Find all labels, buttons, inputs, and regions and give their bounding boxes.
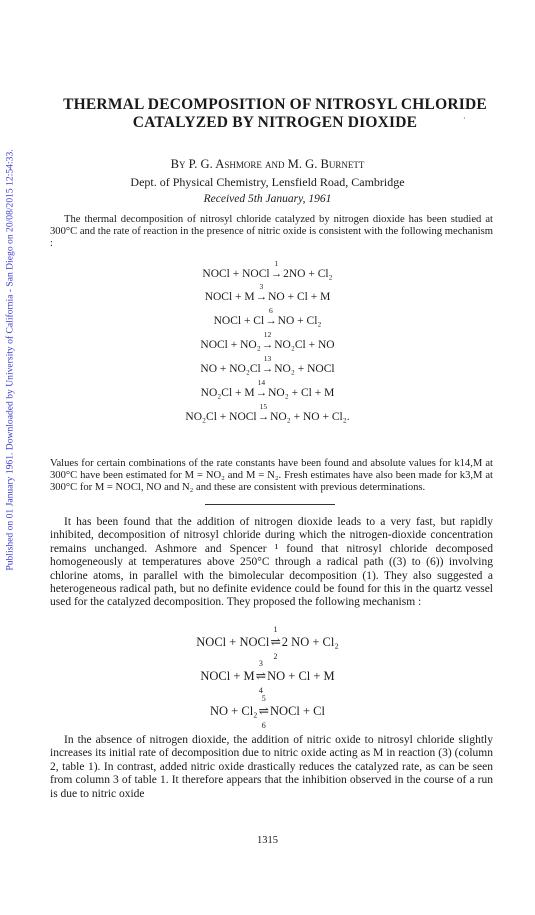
reactants: NOCl + Cl bbox=[213, 315, 265, 327]
mechanism-step bbox=[0, 259, 535, 280]
abstract-intro: The thermal decomposition of nitrosyl chloride catalyzed by nitrogen dioxide has been studied at 300°C and the rate of reaction in the presence of nitric oxide is consistent with the following mechanism : bbox=[50, 214, 493, 250]
products: NO₂ + Cl + M bbox=[268, 387, 335, 399]
affiliation: Dept. of Physical Chemistry, Lensfield Road, Cambridge bbox=[130, 175, 405, 189]
reverse-rate-index: 6 bbox=[261, 721, 266, 730]
forward-rate-index: 5 bbox=[261, 694, 266, 703]
reaction-arrow: → 15 bbox=[257, 402, 270, 423]
page-number: 1315 bbox=[257, 835, 278, 846]
reverse-rate-index: 4 bbox=[258, 686, 263, 695]
products: NO₂Cl + NO bbox=[274, 339, 335, 351]
reactants: NOCl + M bbox=[200, 669, 255, 683]
rate-constant-index: 1 bbox=[274, 259, 279, 268]
rate-constant-index: 15 bbox=[259, 402, 268, 411]
rate-constant-index: 3 bbox=[259, 282, 264, 291]
products: 2 NO + Cl₂ bbox=[281, 635, 339, 649]
products: NO + Cl + M bbox=[267, 669, 335, 683]
equilibrium-step bbox=[0, 694, 535, 730]
reaction-arrow: → 6 bbox=[265, 306, 277, 327]
authors-by: By bbox=[170, 157, 186, 171]
products: NO₂ + NOCl bbox=[274, 363, 335, 375]
rate-constant-index: 6 bbox=[269, 306, 273, 315]
reactants: NO₂Cl + NOCl bbox=[185, 411, 257, 423]
equilibrium-step bbox=[0, 659, 535, 695]
title-line-1: THERMAL DECOMPOSITION OF NITROSYL CHLORIDE bbox=[63, 96, 487, 113]
body-paragraph-2: In the absence of nitrogen dioxide, the addition of nitric oxide to nitrosyl chloride slightly increases its initial rate of decomposition due to nitric oxide acting as M in reaction (3) (column 2, table 1). In contrast, added nitric oxide drastically reduces the catalyzed rate, as can be seen from column 3 of table 1. It therefore appears that the inhibition observed in the course of a run is due to nitric oxide bbox=[50, 734, 493, 800]
author-line bbox=[0, 157, 535, 172]
rate-constant-index: 14 bbox=[257, 378, 266, 387]
forward-rate-index: 3 bbox=[258, 659, 263, 668]
reaction-arrow: → 13 bbox=[261, 354, 274, 375]
reactants: NOCl + NOCl bbox=[202, 268, 270, 280]
reactants: NO₂Cl + M bbox=[200, 387, 255, 399]
reverse-rate-index: 2 bbox=[273, 652, 278, 661]
mechanism-step bbox=[0, 330, 535, 351]
paper-title bbox=[45, 96, 505, 132]
reactants: NO + NO₂Cl bbox=[200, 363, 261, 375]
equilibrium-step bbox=[0, 625, 535, 661]
reaction-arrow: → 12 bbox=[261, 330, 274, 351]
equilibrium-arrow: ⇌ 1 2 bbox=[270, 625, 281, 661]
stray-mark: · bbox=[463, 114, 466, 123]
products: NO + Cl + M bbox=[268, 291, 331, 303]
reaction-arrow: → 14 bbox=[255, 378, 268, 399]
reaction-arrow: → 3 bbox=[255, 282, 268, 303]
mechanism-step bbox=[0, 282, 535, 303]
abstract-closing: Values for certain combinations of the rate constants have been found and absolute values for k14,M at 300°C have been estimated for M = NO₂ and M = N₂. Fresh estimates have also been made for k3,M at 300°C for M = NOCl, NO and N₂ and these are consistent with previous determinations. bbox=[50, 458, 493, 494]
reactants: NOCl + NO₂ bbox=[200, 339, 261, 351]
mechanism-step bbox=[0, 306, 535, 327]
products: NO₂ + NO + Cl₂. bbox=[270, 411, 350, 423]
forward-rate-index: 1 bbox=[273, 625, 278, 634]
rate-constant-index: 12 bbox=[263, 330, 272, 339]
mechanism-step bbox=[0, 402, 535, 423]
reactants: NO + Cl₂ bbox=[210, 704, 258, 718]
equilibrium-arrow: ⇌ 3 4 bbox=[255, 659, 267, 695]
equilibrium-arrow: ⇌ 5 6 bbox=[258, 694, 270, 730]
title-line-2: CATALYZED BY NITROGEN DIOXIDE bbox=[132, 114, 418, 131]
body-paragraph-1: It has been found that the addition of nitrogen dioxide leads to a very fast, but rapidly inhibited, decomposition of nitrosyl chloride during which the nitrogen-dioxide concentration remains unchanged. Ashmore and Spencer ¹ found that nitrosyl chloride decomposed homogeneously at temperatures above 250°C through a radical path ((3) to (6)) involving chlorine atoms, in parallel with the bimolecular decomposition (1). They also suggested a heterogeneous radical path, but no definite evidence could be found for this in the quartz vessel used for the catalyzed decomposition. They proposed the following mechanism : bbox=[50, 516, 493, 609]
section-divider bbox=[205, 504, 335, 505]
download-watermark-text: Published on 01 January 1961. Downloaded by University of California - San Diego on 20/08/2015 12:54:33. bbox=[4, 149, 16, 571]
authors-names: P. G. Ashmore and M. G. Burnett bbox=[188, 157, 365, 171]
mechanism-step bbox=[0, 354, 535, 375]
rate-constant-index: 13 bbox=[263, 354, 272, 363]
reactants: NOCl + NOCl bbox=[196, 635, 270, 649]
products: NO + Cl₂ bbox=[277, 315, 322, 327]
received-date: Received 5th January, 1961 bbox=[203, 193, 332, 205]
mechanism-step bbox=[0, 378, 535, 399]
reaction-arrow: → 1 bbox=[270, 259, 283, 280]
reactants: NOCl + M bbox=[204, 291, 255, 303]
products: NOCl + Cl bbox=[270, 704, 325, 718]
products: 2NO + Cl₂ bbox=[283, 268, 333, 280]
